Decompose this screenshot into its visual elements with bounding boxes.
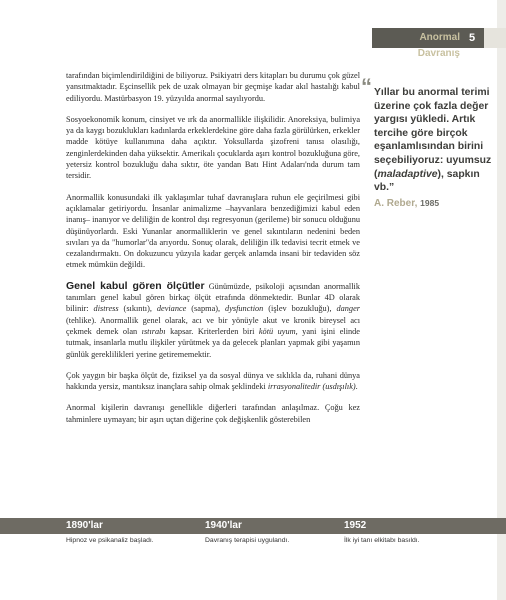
quote-mark-icon: “ bbox=[361, 74, 372, 99]
paragraph: Çok yaygın bir başka ölçüt de, fiziksel ya da sosyal dünya ve sıklıkla da, ruhani dünya hakkında yersiz, mantıksız inançlara sahip olmak şeklindeki irrasyonalitedir (usdışılık). bbox=[66, 370, 360, 392]
paragraph: Genel kabul gören ölçütler Günümüzde, psikoloji açısından anormallik tanımları genel kabul gören birkaç ölçüt etrafında dönmektedir. Bunlar 4D olarak bilinir: distress (sıkıntı), deviance (sapma), dysfunction (işlev bozukluğu), danger (tehlike). Anormallik genel olarak, acı ve bir yönüyle akut ve kronik bireysel acı çekmek demek olan ıstırabı kapsar. Kriterlerden biri kötü uyum, yani işini elinde tutmak, insanlarla mutlu ilişkiler yürütmek ya da gelecek planları yapmak gibi yaşamın günlük gereklilikleri yerine getirememektir. bbox=[66, 279, 360, 359]
page-edge bbox=[497, 0, 506, 600]
timeline-year: 1890'lar bbox=[66, 520, 103, 531]
page-number: 5 bbox=[468, 32, 476, 44]
paragraph: Sosyoekonomik konum, cinsiyet ve ırk da anormallikle ilişkilidir. Anoreksiya, bulimiya ya da kaygı bozuklukları kadınlarda erkeklerdekine göre daha fazla görülürken, erkekler madde kötüye kullanımına daha açıktır. Yoksullarda şizofreni tanısı olasılığı, zenginlerdekinden daha yüksektir. Amerikalı çocuklarda aşırı kontrol bozukluğuna göre, yetersiz kontrol bozukluğu daha sıktır, öte yandan Batı Hint Adaları'nda durum tam tersidir. bbox=[66, 114, 360, 181]
chapter-title: Anormal Davranış bbox=[417, 32, 460, 59]
body-text bbox=[66, 70, 360, 435]
timeline-year: 1952 bbox=[344, 520, 367, 531]
timeline-description: Davranış terapisi uygulandı. bbox=[205, 537, 290, 544]
quote-year: 1985 bbox=[420, 197, 440, 208]
paragraph: tarafından biçimlendirildiğini de biliyoruz. Psikiyatri ders kitapları bu durumu çok güzel yansıtmaktadır. Eşcinsellik pek de uzak olmayan bir geçmişe kadar akıl hastalığı kabul ediliyordu. Mastürbasyon 19. yüzyılda anormal sayılıyordu. bbox=[66, 71, 360, 103]
timeline-description: İlk iyi tanı elkitabı basıldı. bbox=[344, 537, 420, 544]
timeline-description: Hipnoz ve psikanaliz başladı. bbox=[66, 537, 154, 544]
section-heading: Genel kabul gören ölçütler bbox=[66, 279, 205, 292]
page-header bbox=[0, 0, 506, 62]
header-edge bbox=[484, 28, 506, 48]
paragraph: Anormallik konusundaki ilk yaklaşımlar tuhaf davranışlara ruhun ele geçirilmesi gibi açıklamalar getiriyordu. İnsanlar animalizme –hayvanlara benzediğimizi kabul eden inanış– inanıyor ve deliliğin de kontrol dışı regresyonun (gerileme) bir sonucu olduğunu düşünüyorlardı. Eski Yunanlar anormalliklerin ve genel sıkıntıların nedenini beden sıvıları ya da "humorlar"da arıyordu. Sonuç olarak, deliliğin ilk tedavisi tecrit etmek ve cezalandırmaktı. On dokuzuncu yüzyıla kadar gerçek anlamda insani bir tedaviden söz etmek mümkün değildi. bbox=[66, 192, 360, 270]
timeline-year: 1940'lar bbox=[205, 520, 242, 531]
paragraph: Anormal kişilerin davranışı genellikle diğerleri tarafından anlaşılmaz. Çoğu kez tahminlere uymayan; bir aşırı uçtan diğerine çok değişkenlik gösterebilen bbox=[66, 403, 360, 424]
pull-quote: “ Yıllar bu anormal terimi üzerine çok fazla değer yargısı yükledi. Artık tercihe göre birçok eşanlamlısından birini seçebiliyoruz: uyumsuz (maladaptive), sapkın vb.” A. Reber, 1985 bbox=[374, 86, 494, 210]
quote-author: A. Reber, 1985 bbox=[374, 197, 440, 209]
